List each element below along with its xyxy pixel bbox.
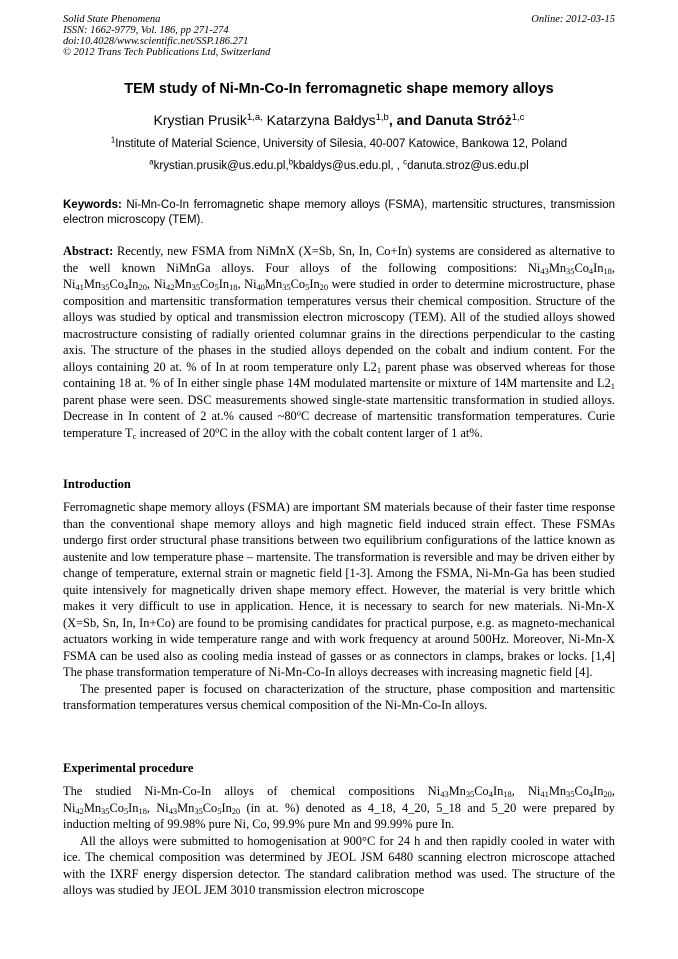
issn-line: ISSN: 1662-9779, Vol. 186, pp 271-274: [63, 25, 229, 36]
separator: ,: [611, 260, 615, 275]
section-heading-introduction: Introduction: [63, 477, 131, 491]
abstract-text: parent phase was observed whereas for those containing 18 at. % of In either single phase 14M modulated martensite or mixture of 14M martensite and L2: [63, 359, 615, 390]
abstract-label: Abstract:: [63, 244, 114, 258]
formula-subscript: 5: [214, 282, 219, 293]
doi-line: doi:10.4028/www.scientific.net/SSP.186.271: [63, 36, 249, 47]
email-a-mark: a: [149, 157, 154, 167]
formula: [428, 784, 512, 798]
keywords: [63, 198, 615, 228]
formula-subscript: 4: [588, 789, 594, 800]
abstract: [63, 243, 615, 441]
formula-subscript: 18: [603, 265, 612, 276]
formula-element: In: [309, 277, 320, 291]
subscript: 1: [376, 364, 382, 375]
subscript: 1: [610, 381, 615, 392]
formula-element: Co: [474, 784, 489, 798]
formula-subscript: 4: [488, 789, 493, 800]
separator: ,: [511, 784, 528, 798]
email-b-mark: b: [288, 157, 294, 167]
introduction-paragraph-2: The presented paper is focused on characterization of the structure, phase composition and martensitic transformation temperatures versus chemical composition of the Ni-Mn-Co-In alloys.: [63, 681, 615, 712]
author-2-affil: 1,b: [375, 111, 389, 123]
formula-element: In: [492, 784, 504, 798]
formula-subscript: 20: [319, 282, 329, 293]
formula: [154, 277, 238, 291]
degree-mark: o: [296, 407, 301, 418]
formula-subscript: 41: [75, 282, 84, 293]
formula-subscript: 40: [256, 282, 265, 293]
separator: ,: [237, 277, 245, 291]
formula-subscript: 42: [75, 805, 84, 816]
author-line: [40, 112, 638, 128]
formula: [244, 277, 328, 291]
experimental-body: [63, 783, 615, 899]
email-b[interactable]: kbaldys@us.edu.pl, ,: [293, 160, 404, 172]
formula: [528, 784, 612, 798]
formula-subscript: 43: [440, 789, 449, 800]
formula-subscript: 35: [465, 789, 475, 800]
email-c[interactable]: danuta.stroz@us.edu.pl: [407, 160, 529, 172]
formula-subscript: 4: [123, 282, 129, 293]
affiliation-text: Institute of Material Science, University of Silesia, 40-007 Katowice, Bankowa 12, Poland: [115, 138, 568, 150]
paper-title: TEM study of Ni-Mn-Co-In ferromagnetic shape memory alloys: [124, 81, 554, 97]
section-heading-experimental: Experimental procedure: [63, 761, 194, 775]
formula-element: Mn: [548, 784, 567, 798]
abstract-text: increased of 20: [136, 425, 216, 440]
experimental-text: (in at. %) denoted as 4_18, 4_20, 5_18 and 5_20 were prepared by induction melting of 99.98% pure Ni, Co, 99.9% pure Mn and 99.99% pure In.: [63, 800, 615, 831]
formula-element: Ni: [244, 277, 257, 291]
formula-subscript: 20: [231, 805, 241, 816]
formula-subscript: 41: [540, 789, 549, 800]
formula-subscript: 18: [138, 805, 147, 816]
author-2: Katarzyna Bałdys: [262, 112, 376, 128]
formula-subscript: 5: [305, 282, 310, 293]
separator: ,: [611, 784, 615, 798]
separator: ,: [146, 800, 157, 815]
formula-element: In: [218, 277, 230, 291]
formula-element: Ni: [153, 277, 166, 291]
formula-subscript: 35: [101, 805, 110, 816]
copyright-line: © 2012 Trans Tech Publications Ltd, Switzerland: [63, 47, 271, 58]
formula-element: Co: [574, 260, 589, 275]
abstract-text: C decrease of martensitic transformation temperatures. Curie temperature T: [63, 409, 616, 440]
formula-element: In: [593, 260, 604, 275]
experimental-paragraph-1: [63, 783, 615, 833]
separator: ,: [146, 277, 154, 291]
formula-subscript: 5: [217, 805, 222, 816]
formula-element: In: [593, 784, 604, 798]
formula-element: Ni: [63, 277, 76, 291]
introduction-paragraph-1: Ferromagnetic shape memory alloys (FSMA) are important SM materials because of their faster time response than the conventional shape memory alloys and high magnetic field induced strain effect. These FSMAs undergo first order structural phase transitions between two equilibrium configurations of the lattice known as austenite and low temperature phase – martensite. The transformation is reversible and may be driven either by change of temperature, external strain or magnetic field [1-3]. Among the FSMA, Ni-Mn-Ga has been studied quite intensively for magnetically driven shape memory effect. However, the material is very brittle which makes it very difficult to use in application. Hence, it is necessary to search for new materials. Ni-Mn-X (X=Sb, Sn, In, In+Co) are found to be promising candidates for practical purpose, e.g. as magneto-mechanical actuators working in wide temperature range and with work frequency at around 500Hz. Moreover, Ni-Mn-X FSMA can be used also as cooling media instead of gasses or as connectors in clamps, brakes or locks. [1,4] The phase transformation temperature of Ni-Mn-Co-In alloys decreases with increasing magnetic field [4].: [63, 500, 615, 679]
formula-subscript: 35: [282, 282, 291, 293]
formula-element: Ni: [156, 800, 169, 815]
formula-element: Mn: [264, 277, 283, 291]
introduction-body: [63, 499, 615, 714]
formula-element: Mn: [83, 277, 102, 291]
formula-element: Mn: [448, 784, 466, 798]
formula-subscript: 18: [503, 789, 512, 800]
formula-element: Mn: [174, 277, 192, 291]
formula: [528, 261, 612, 275]
formula-element: Ni: [527, 784, 541, 798]
formula-element: In: [128, 800, 139, 815]
abstract-text: Recently, new FSMA from NiMnX (X=Sb, Sn, In, Co+In) systems are considered as alternative to the well known NiMnGa alloys. Four alloys of the following compositions:: [63, 244, 615, 275]
formula-element: Co: [109, 277, 124, 291]
formula-element: Mn: [548, 260, 567, 275]
formula: [63, 277, 147, 291]
formula-element: Co: [202, 800, 218, 815]
formula-element: In: [221, 800, 232, 815]
formula-element: Co: [200, 277, 215, 291]
formula-subscript: 20: [138, 282, 147, 293]
formula-subscript: 20: [603, 789, 612, 800]
abstract-text: C in the alloy with the cobalt content larger of 1 at%.: [219, 425, 483, 440]
author-3-affil: 1,c: [511, 111, 525, 123]
formula-element: Ni: [527, 260, 541, 275]
formula-element: Ni: [63, 800, 76, 815]
formula-element: Co: [574, 784, 589, 798]
degree-mark: o: [215, 423, 220, 434]
formula-subscript: 18: [229, 282, 238, 293]
formula: [156, 801, 240, 815]
formula-element: Mn: [177, 800, 195, 815]
formula-subscript: 35: [566, 265, 575, 276]
keywords-label: Keywords:: [63, 199, 122, 211]
affiliation: [40, 135, 638, 150]
author-1-affil: 1,a,: [246, 111, 263, 123]
formula-subscript: 35: [101, 282, 110, 293]
formula-subscript: 4: [588, 265, 594, 276]
abstract-text: parent phase were seen. DSC measurements showed single-state martensitic transformation in studied alloys. Decrease in In content of 2 at.% caused ~80: [63, 392, 615, 423]
formula-element: Co: [109, 800, 124, 815]
affiliation-mark: 1: [110, 135, 116, 145]
formula-subscript: 5: [123, 805, 129, 816]
keywords-text: Ni-Mn-Co-In ferromagnetic shape memory alloys (FSMA), martensitic structures, transmission electron microscopy (TEM).: [63, 199, 615, 226]
experimental-text: The studied Ni-Mn-Co-In alloys of chemical compositions: [63, 784, 428, 798]
subscript: c: [132, 430, 137, 441]
journal-header: [63, 14, 270, 58]
formula-element: In: [128, 277, 139, 291]
formula-subscript: 43: [540, 265, 549, 276]
formula-subscript: 42: [165, 282, 175, 293]
formula-subscript: 35: [194, 805, 203, 816]
formula-subscript: 35: [191, 282, 201, 293]
formula-subscript: 43: [168, 805, 178, 816]
formula-element: Ni: [427, 784, 441, 798]
formula: [63, 801, 147, 815]
online-date: Online: 2012-03-15: [531, 14, 615, 25]
author-3: , and Danuta Stróż: [388, 112, 512, 128]
experimental-paragraph-2: All the alloys were submitted to homogenisation at 900°C for 24 h and then rapidly cooled in water with ice. The chemical composition was determined by JEOL JSM 6480 scanning electron microscope attached with the IXRF energy dispersion detector. The standard calibration method was used. The structure of the alloys was studied by JEOL JEM 3010 transmission electron microscope: [63, 833, 615, 897]
formula-element: Co: [290, 277, 306, 291]
formula-subscript: 35: [566, 789, 575, 800]
email-a[interactable]: krystian.prusik@us.edu.pl,: [153, 160, 289, 172]
email-c-mark: c: [403, 157, 408, 167]
abstract-text: were studied in order to determine microstructure, phase composition and martensitic transformation temperatures versus their chemical composition. Structure of the alloys was studied by optical and transmission electron microscopy (TEM). All of the studied alloys showed macrostructure consisting of radially oriented columnar grains in the directions perpendicular to the casting axis. The structure of the phases in the studied alloys depended on the cobalt and indium content. For the alloys containing 20 at. % of In at room temperature only L2: [63, 277, 615, 374]
formula-element: Mn: [83, 800, 102, 815]
journal-name: Solid State Phenomena: [63, 14, 161, 25]
author-1: Krystian Prusik: [153, 112, 247, 128]
email-line: [40, 157, 638, 172]
